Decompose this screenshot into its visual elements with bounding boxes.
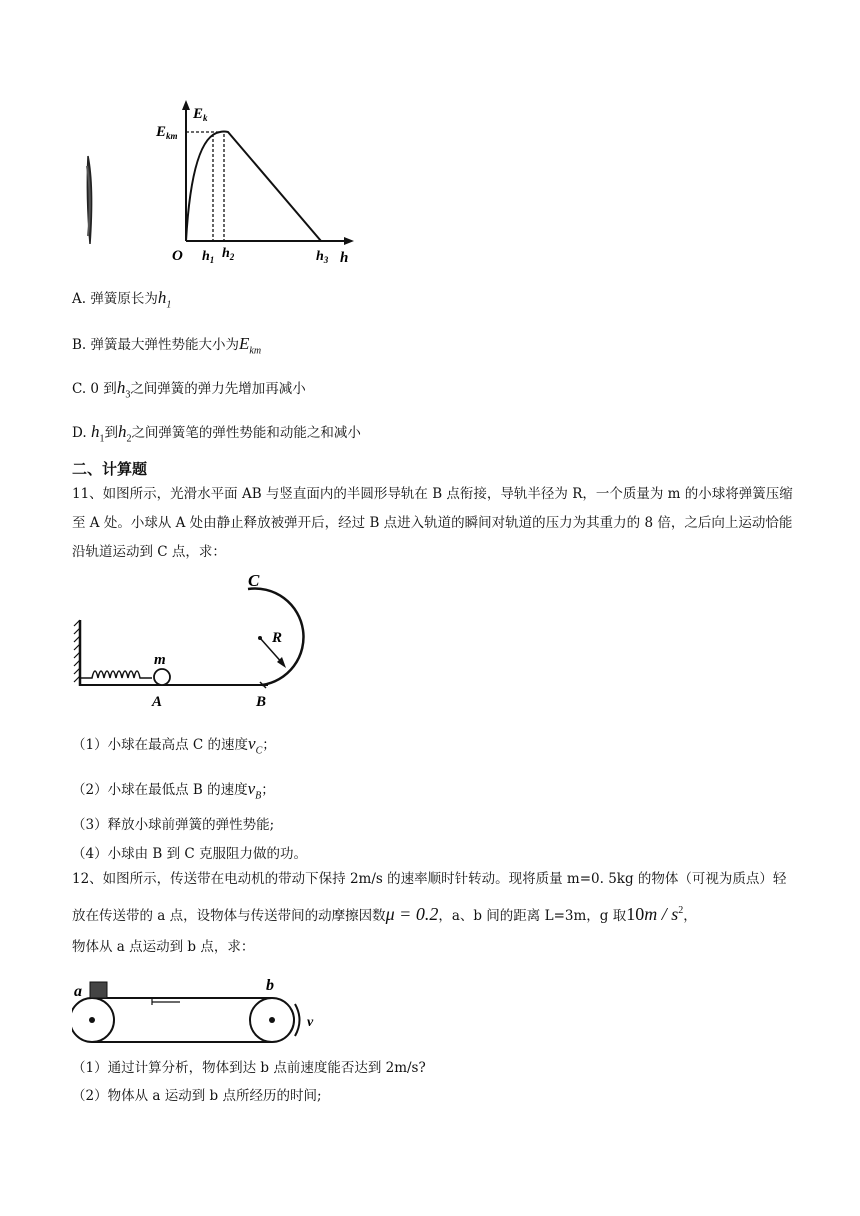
origin-label: O — [172, 248, 183, 264]
q11-sub1: （1）小球在最高点 C 的速度$v_C$； — [72, 734, 276, 757]
q12-conveyor-figure — [72, 974, 322, 1046]
ek-curve — [186, 132, 321, 242]
option-b: B. 弹簧最大弹性势能大小为$E_{km}$ — [72, 334, 262, 357]
option-d: D. $h_1$到$h_2$之间弹簧笔的弹性势能和动能之和减小 — [72, 422, 361, 445]
q11-sub4: （4）小球由 B 到 C 克服阻力做的功。 — [72, 846, 308, 862]
label-b: B — [256, 694, 267, 710]
x-axis-label: h — [340, 250, 349, 266]
y-axis-label: $E_k$ — [193, 106, 208, 123]
q12-sub2: （2）物体从 a 运动到 b 点所经历的时间; — [72, 1088, 322, 1104]
label-c: C — [248, 571, 260, 590]
label-a-point: a — [74, 983, 82, 1000]
q11-text: 11、如图所示，光滑水平面 AB 与竖直面内的半圆形导轨在 B 点衔接，导轨半径为 R，一个质量为 m 的小球将弹簧压缩至 A 处。小球从 A 处由静止释放被弹开后，经过 B 点进入轨道的瞬间对轨道的压力为其重力的 8 倍，之后向上运动恰能沿轨道运动到 C 点，求： — [72, 486, 793, 560]
q12-text: 12、如图所示，传送带在电动机的带动下保持 2m/s 的速率顺时针转动。现将质量 m=0. 5kg 的物体（可视为质点）轻放在传送带的 a 点，设物体与传送带间的动摩擦因数μ = 0.2，a、b 间的距离 L=3m，g 取$10m / s^2$， 物体从 a 点运动到 b 点，求： — [72, 871, 787, 955]
ekm-label: $E_{km}$ — [156, 124, 178, 141]
section-title: 二、计算题 — [72, 460, 148, 478]
h3-label: $h_3$ — [316, 249, 329, 265]
label-m: m — [154, 652, 166, 668]
spring — [80, 671, 152, 678]
ball-m — [154, 669, 170, 685]
q11-sub2: （2）小球在最低点 B 的速度$v_B$； — [72, 779, 275, 802]
label-a: A — [152, 694, 163, 710]
h1-label: $h_1$ — [202, 249, 215, 265]
label-v: v — [307, 1015, 314, 1030]
h2-label: $h_2$ — [222, 246, 235, 262]
option-a: A. 弹簧原长为$h_1$ — [72, 288, 172, 311]
label-b-point: b — [266, 977, 274, 994]
ek-h-graph-figure — [72, 96, 362, 271]
q11-track-figure — [72, 568, 312, 714]
label-r: R — [272, 630, 283, 646]
option-c: C. 0 到$h_3$之间弹簧的弹力先增加再减小 — [72, 378, 306, 401]
q12-sub1: （1）通过计算分析，物体到达 b 点前速度能否达到 2m/s? — [72, 1060, 426, 1076]
object-block — [90, 982, 107, 998]
q11-sub3: （3）释放小球前弹簧的弹性势能; — [72, 817, 275, 833]
